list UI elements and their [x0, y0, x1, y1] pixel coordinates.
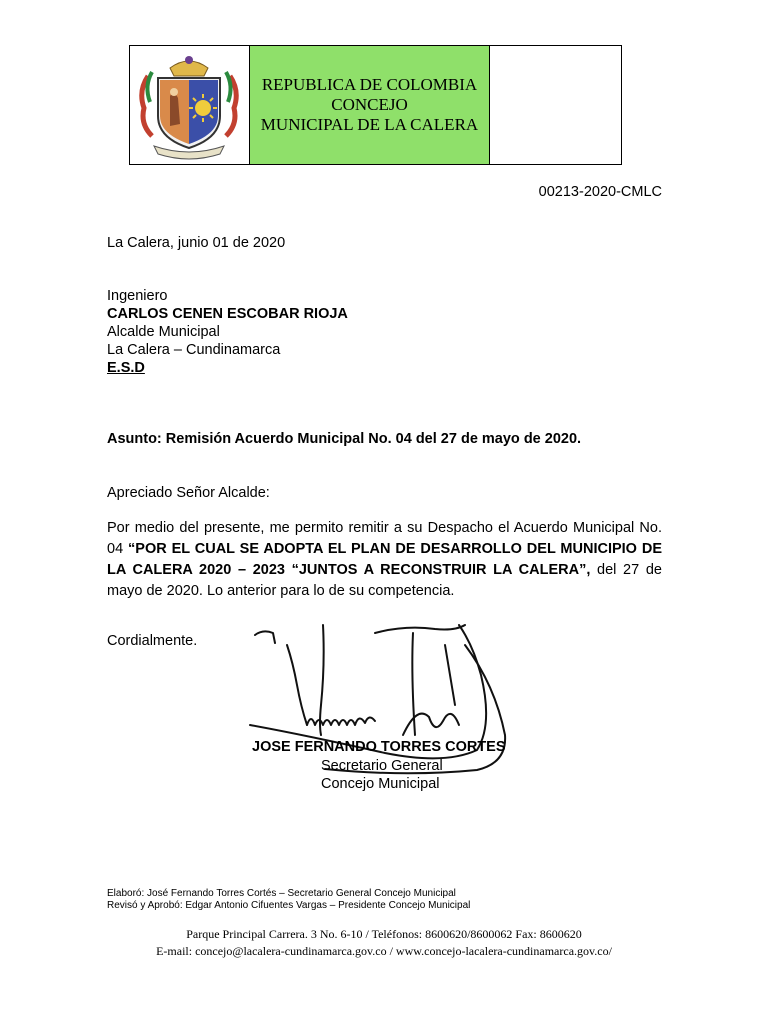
coat-of-arms-icon — [130, 46, 248, 164]
prepared-by: Elaboró: José Fernando Torres Cortés – Secretario General Concejo Municipal — [107, 888, 456, 899]
reviewed-by: Revisó y Aprobó: Edgar Antonio Cifuentes Vargas – Presidente Concejo Municipal — [107, 900, 471, 911]
recipient-title: Ingeniero — [107, 288, 168, 304]
document-number: 00213-2020-CMLC — [538, 184, 662, 200]
place-date: La Calera, junio 01 de 2020 — [107, 235, 286, 251]
body-text-intro: Por medio del presente, me permito remitir a su Despacho el Acuerdo Municipal No. 04 — [107, 520, 662, 557]
recipient-esd: E.S.D — [107, 360, 145, 376]
signatory-entity: Concejo Municipal — [321, 776, 440, 792]
letterhead-box — [129, 45, 622, 165]
subject-line: Asunto: Remisión Acuerdo Municipal No. 04 del 27 de mayo de 2020. — [107, 431, 582, 447]
signatory-position: Secretario General — [321, 758, 443, 774]
signatory-name: JOSE FERNANDO TORRES CORTES — [252, 739, 506, 755]
institution-title-line1: REPUBLICA DE COLOMBIA — [261, 75, 478, 94]
recipient-name: CARLOS CENEN ESCOBAR RIOJA — [107, 306, 348, 322]
coat-of-arms-cell — [130, 46, 250, 164]
body-text-closing: del 27 de mayo de 2020. Lo anterior para lo de su competencia. — [107, 562, 662, 599]
institution-title-line3: MUNICIPAL DE LA CALERA — [260, 115, 479, 134]
institution-title — [250, 46, 490, 164]
body-text-title: “POR EL CUAL SE ADOPTA EL PLAN DE DESARROLLO DEL MUNICIPIO DE LA CALERA 2020 – 2023 “JUNTOS A RECONSTRUIR LA CALERA”, — [107, 541, 662, 578]
footer-contact: E-mail: concejo@lacalera-cundinamarca.gov.co / www.concejo-lacalera-cundinamarca.gov.co/ — [156, 944, 612, 958]
recipient-position: Alcalde Municipal — [107, 324, 220, 340]
greeting: Apreciado Señor Alcalde: — [107, 485, 270, 501]
closing: Cordialmente. — [107, 633, 198, 649]
recipient-location: La Calera – Cundinamarca — [107, 342, 281, 358]
institution-title-line2: CONCEJO — [331, 95, 408, 114]
footer-address: Parque Principal Carrera. 3 No. 6-10 / Teléfonos: 8600620/8600062 Fax: 8600620 — [186, 927, 582, 941]
